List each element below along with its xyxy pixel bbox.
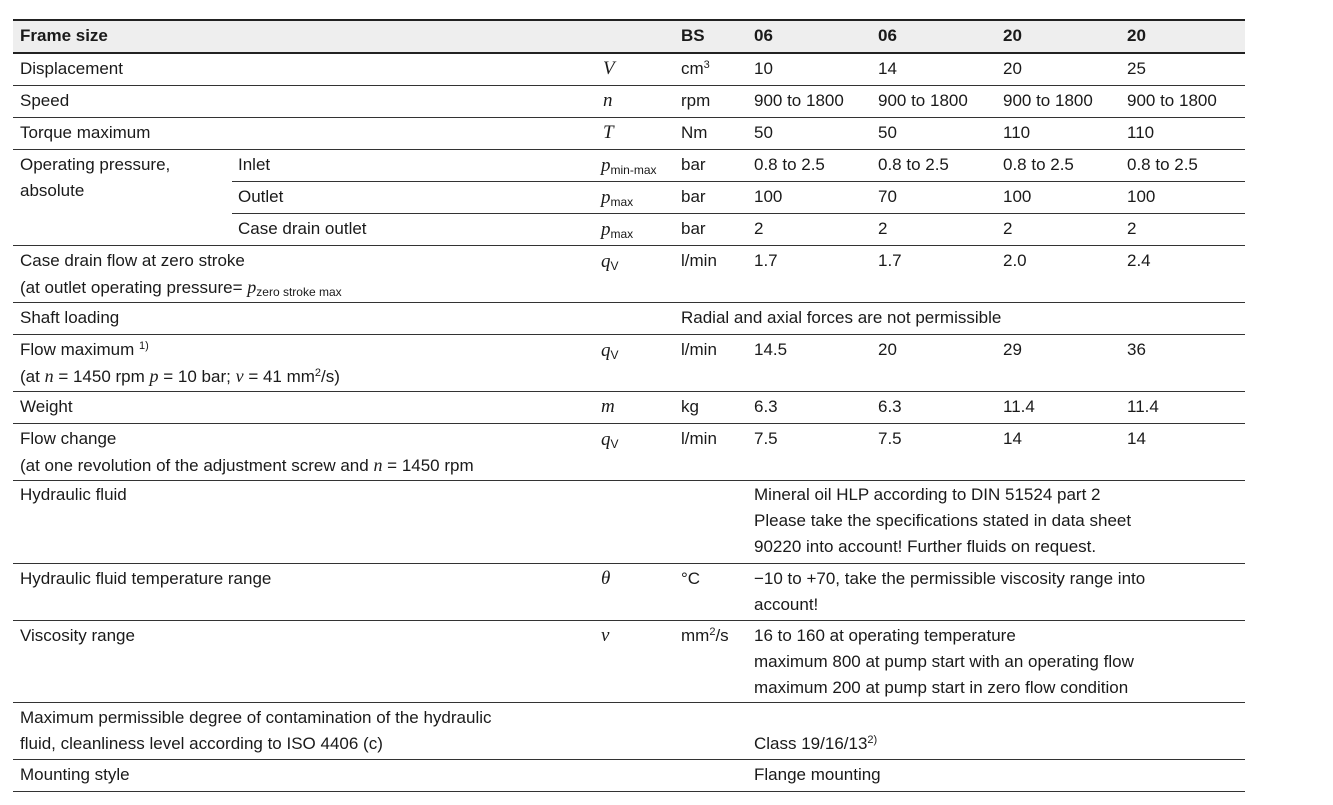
flow-change-label-line1: Flow change [20,429,117,448]
flow-change-unit: l/min [681,429,717,448]
pressure-outlet-value: 100 [1127,187,1156,206]
shaft-loading-label: Shaft loading [20,308,120,327]
torque-value: 110 [1003,123,1031,142]
weight-value: 6.3 [754,397,778,416]
hydraulic-fluid-text-line: 90220 into account! Further fluids on request. [754,537,1097,556]
viscosity-text-line: maximum 200 at pump start in zero flow condition [754,678,1129,697]
row-viscosity [13,621,1245,703]
viscosity-symbol: ν [601,625,610,646]
pressure-outlet-value: 70 [878,187,897,206]
viscosity-text-line: maximum 800 at pump start with an operating flow [754,652,1134,671]
pressure-inlet-value: 0.8 to 2.5 [754,155,825,174]
torque-value: 50 [878,123,897,142]
header-size-3: 20 [1003,26,1022,45]
displacement-unit: $cm^3$ [681,59,710,78]
pressure-inlet-value: 0.8 to 2.5 [878,155,949,174]
pressure-sub-divider [232,181,1245,182]
contamination-label-line1: Maximum permissible degree of contamination of the hydraulic [20,708,492,727]
pressure-label-line2: absolute [20,181,85,200]
weight-value: 11.4 [1003,397,1035,416]
pressure-inlet-value: 0.8 to 2.5 [1003,155,1074,174]
header-size-1: 06 [754,26,773,45]
speed-symbol: n [603,90,613,111]
pressure-case-drain-value: 2 [1127,219,1137,238]
flow-change-value: 7.5 [754,429,778,448]
contamination-label-line2: fluid, cleanliness level according to ISO 4406 (c) [20,734,383,753]
row-displacement [13,54,1245,86]
fluid-temp-text-line: −10 to +70, take the permissible viscosity range into [754,569,1146,588]
flow-change-symbol: $q_V$ [601,429,619,451]
row-operating-pressure [13,150,1245,246]
pressure-case-drain-value: 2 [1003,219,1013,238]
weight-value: 6.3 [878,397,902,416]
row-case-drain-flow [13,246,1245,303]
fluid-temp-symbol: θ [601,568,611,589]
pressure-outlet-unit: bar [681,187,706,206]
flow-change-value: 14 [1127,429,1146,448]
flow-change-value: 14 [1003,429,1022,448]
case-drain-flow-value: 2.4 [1127,251,1151,270]
flow-max-unit: l/min [681,340,717,359]
header-unit-bs: BS [681,26,705,45]
hydraulic-fluid-text-line: Please take the specifications stated in data sheet [754,511,1132,530]
pressure-case-drain-unit: bar [681,219,706,238]
flow-max-symbol: $q_V$ [601,340,619,362]
hydraulic-fluid-text-line: Mineral oil HLP according to DIN 51524 part 2 [754,485,1101,504]
flow-max-label-line2: (at n = 1450 rpm p = 10 bar; ν = 41 $mm^2/s$) [20,366,340,386]
displacement-value: 14 [878,59,897,78]
pressure-inlet-value: 0.8 to 2.5 [1127,155,1198,174]
torque-symbol: T [603,122,614,143]
case-drain-flow-label-line2: (at outlet operating pressure= $p_{zero stroke max}$ [20,277,342,299]
displacement-label: Displacement [20,59,123,78]
header-size-4: 20 [1127,26,1146,45]
pressure-case-drain-label: Case drain outlet [238,219,367,238]
displacement-value: 20 [1003,59,1022,78]
pressure-case-drain-symbol: $p_{max}$ [601,219,634,241]
flow-max-value: 29 [1003,340,1022,359]
pressure-sub-divider [232,213,1245,214]
row-shaft-loading [13,303,1245,335]
header-frame-size-label: Frame size [20,26,108,45]
pressure-outlet-symbol: $p_{max}$ [601,187,634,209]
table-header-row [13,21,1245,54]
pressure-inlet-label: Inlet [238,155,271,174]
row-speed [13,86,1245,118]
mounting-value: Flange mounting [754,765,881,784]
row-contamination [13,703,1245,760]
row-fluid-temperature [13,564,1245,621]
hydraulic-fluid-label: Hydraulic fluid [20,485,127,504]
speed-unit: rpm [681,91,711,110]
torque-value: 50 [754,123,773,142]
weight-value: 11.4 [1127,397,1159,416]
row-flow-change [13,424,1245,481]
mounting-label: Mounting style [20,765,130,784]
row-torque [13,118,1245,150]
speed-label: Speed [20,91,70,110]
displacement-symbol: V [603,58,615,79]
torque-label: Torque maximum [20,123,151,142]
fluid-temp-label: Hydraulic fluid temperature range [20,569,272,588]
flow-max-value: 20 [878,340,897,359]
case-drain-flow-symbol: $q_V$ [601,251,619,273]
torque-value: 110 [1127,123,1155,142]
viscosity-text-line: 16 to 160 at operating temperature [754,626,1016,645]
flow-max-value: 14.5 [754,340,788,359]
speed-value: 900 to 1800 [1127,91,1217,110]
case-drain-flow-value: 2.0 [1003,251,1027,270]
contamination-value: Class 19/16/13$^{2)}$ [754,734,878,753]
row-mounting-style [13,760,1245,792]
case-drain-flow-value: 1.7 [754,251,778,270]
header-size-2: 06 [878,26,897,45]
weight-symbol: m [601,396,615,417]
flow-max-value: 36 [1127,340,1146,359]
pressure-outlet-value: 100 [1003,187,1032,206]
viscosity-unit: $mm^2/s$ [681,626,729,645]
weight-unit: kg [681,397,699,416]
pressure-inlet-symbol: $p_{min-max}$ [601,155,657,177]
pressure-inlet-unit: bar [681,155,706,174]
pressure-label-line1: Operating pressure, [20,155,171,174]
fluid-temp-text-line: account! [754,595,819,614]
pressure-case-drain-value: 2 [878,219,888,238]
speed-value: 900 to 1800 [1003,91,1093,110]
flow-max-label-line1: Flow maximum $^{1)}$ [20,340,149,359]
flow-change-label-line2: (at one revolution of the adjustment screw and n = 1450 rpm [20,455,474,475]
case-drain-flow-label-line1: Case drain flow at zero stroke [20,251,245,270]
pressure-outlet-value: 100 [754,187,783,206]
case-drain-flow-value: 1.7 [878,251,902,270]
flow-change-value: 7.5 [878,429,902,448]
row-weight [13,392,1245,424]
displacement-value: 10 [754,59,773,78]
speed-value: 900 to 1800 [878,91,968,110]
speed-value: 900 to 1800 [754,91,844,110]
pressure-outlet-label: Outlet [238,187,284,206]
fluid-temp-unit: °C [681,569,701,588]
row-flow-maximum [13,335,1245,392]
case-drain-flow-unit: l/min [681,251,717,270]
pressure-case-drain-value: 2 [754,219,764,238]
row-hydraulic-fluid [13,481,1245,564]
shaft-loading-value: Radial and axial forces are not permissible [681,308,1002,327]
torque-unit: Nm [681,123,708,142]
weight-label: Weight [20,397,73,416]
displacement-value: 25 [1127,59,1146,78]
viscosity-label: Viscosity range [20,626,135,645]
